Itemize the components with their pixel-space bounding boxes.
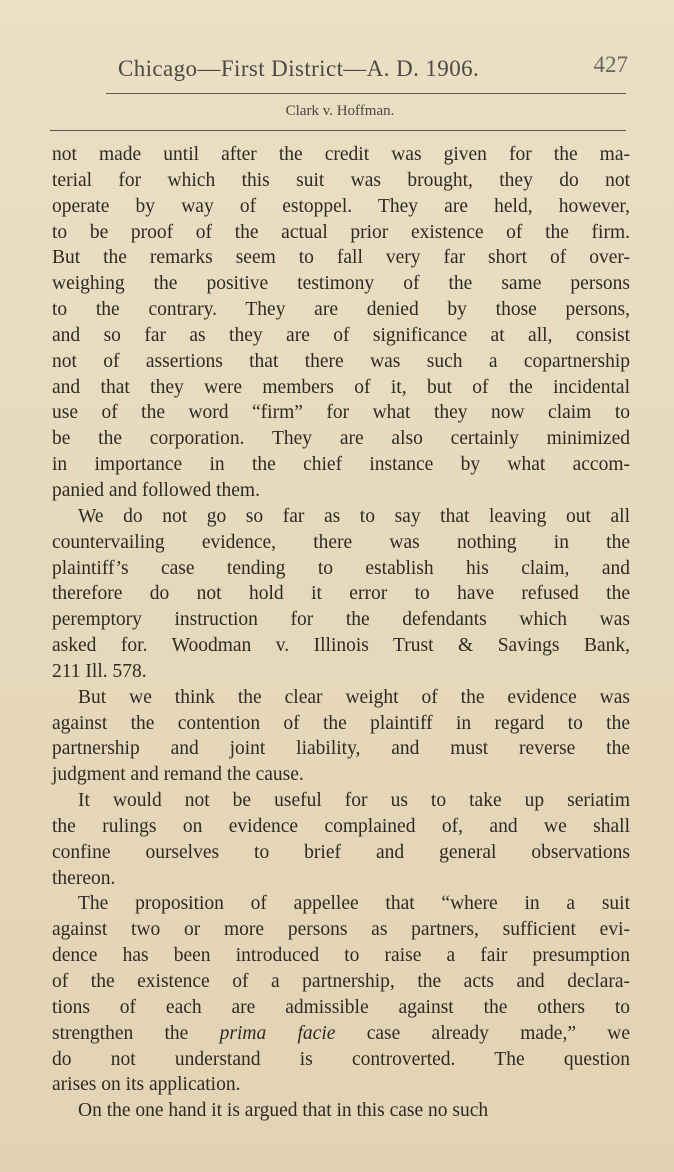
text-line: asked for. Woodman v. Illinois Trust & Savings Bank, (52, 635, 630, 657)
running-title: Chicago—First District—A. D. 1906. (118, 56, 480, 81)
text-line: weighing the positive testimony of the same persons (52, 273, 630, 295)
text-line: panied and followed them. (52, 479, 260, 501)
text-line: operate by way of estoppel. They are held, however, (52, 195, 630, 217)
text-line: use of the word “firm” for what they now claim to (52, 402, 630, 424)
running-head (118, 52, 628, 88)
text-line: therefore do not hold it error to have refused the (52, 583, 630, 605)
text-line: countervailing evidence, there was nothing in the (52, 531, 630, 553)
text-line: the rulings on evidence complained of, and we shall (52, 815, 630, 837)
text-segment: case already made,” we (335, 1022, 630, 1044)
text-line: dence has been introduced to raise a fair presumption (52, 945, 630, 967)
text-line: against the contention of the plaintiff in regard to the (52, 712, 630, 734)
text-line: and that they were members of it, but of the incidental (52, 376, 630, 398)
text-line: peremptory instruction for the defendants which was (52, 609, 630, 631)
text-line: thereon. (52, 867, 116, 889)
text-line: judgment and remand the cause. (52, 764, 304, 786)
text-line: to be proof of the actual prior existence of the firm. (52, 221, 630, 243)
text-line: and so far as they are of significance at all, consist (52, 324, 630, 346)
text-line: in importance in the chief instance by what accom- (52, 454, 630, 476)
italic-phrase: prima facie (219, 1022, 336, 1044)
text-segment: strengthen the (52, 1022, 220, 1044)
text-line: The proposition of appellee that “where in a suit (78, 893, 630, 915)
text-line: not of assertions that there was such a copartnership (52, 350, 630, 372)
page-number: 427 (593, 52, 628, 77)
header-rule-top (106, 93, 626, 94)
text-line: arises on its application. (52, 1074, 241, 1096)
text-line: do not understand is controverted. The question (52, 1048, 630, 1070)
text-line: not made until after the credit was given for the ma- (52, 144, 630, 165)
text-line: of the existence of a partnership, the acts and declara- (52, 971, 630, 992)
text-line: be the corporation. They are also certainly minimized (52, 428, 630, 450)
text-line: It would not be useful for us to take up seriatim (78, 790, 630, 812)
text-line: partnership and joint liability, and must reverse the (52, 738, 630, 760)
text-line: plaintiff’s case tending to establish his claim, and (52, 557, 630, 579)
text-line: to the contrary. They are denied by those persons, (52, 299, 630, 321)
body-text (52, 142, 630, 1124)
text-line: But we think the clear weight of the evidence was (78, 686, 630, 708)
text-line: But the remarks seem to fall very far short of over- (52, 247, 630, 269)
text-line: tions of each are admissible against the others to (52, 996, 630, 1018)
text-line: 211 Ill. 578. (52, 660, 147, 682)
text-line: terial for which this suit was brought, they do not (52, 169, 630, 191)
text-line: On the one hand it is argued that in this case no such (78, 1100, 489, 1122)
case-title: Clark v. Hoffman. (285, 103, 395, 119)
header-rule-bottom (50, 130, 626, 131)
text-line-with-italic (52, 1021, 630, 1047)
text-line: against two or more persons as partners, sufficient evi- (52, 919, 630, 941)
text-line: We do not go so far as to say that leaving out all (78, 505, 630, 527)
text-line: confine ourselves to brief and general observations (52, 841, 630, 863)
